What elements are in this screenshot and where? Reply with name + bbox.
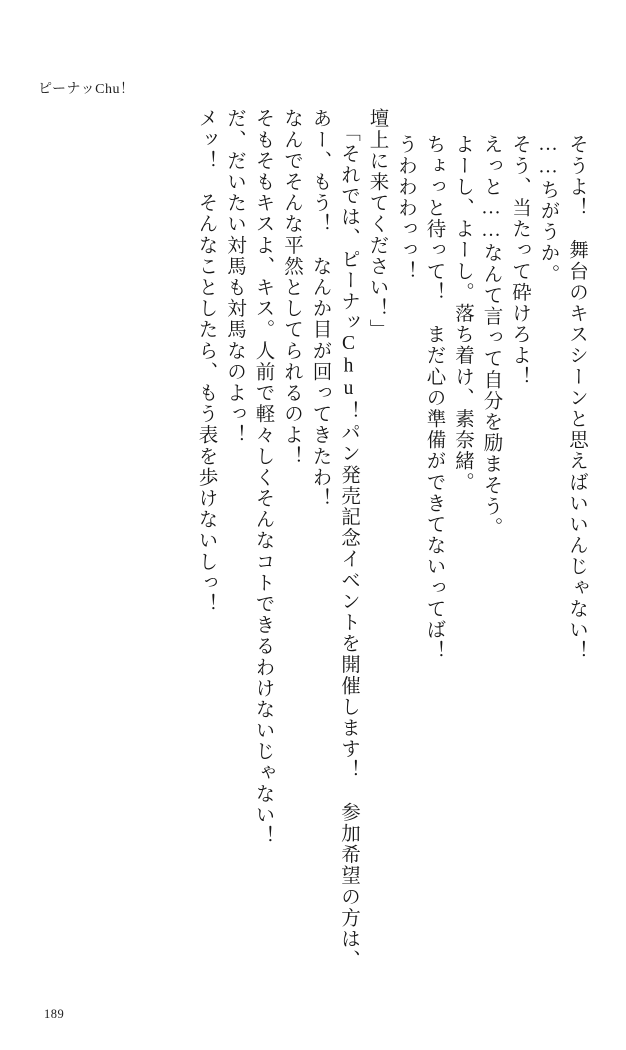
text-column: ちょっと待って！ まだ心の準備ができてないってば！: [423, 134, 445, 662]
text-column: メッ！ そんなことしたら、もう表を歩けないしっ！: [195, 108, 217, 615]
text-column: えっと……なんて言って自分を励まそう。: [480, 134, 502, 538]
text-column: うわわわっっ！: [395, 134, 416, 282]
text-column: なんでそんな平然としてられるのよ！: [281, 108, 302, 467]
text-column: 壇上に来てください！」: [366, 108, 388, 341]
vertical-text-body: [187, 108, 586, 988]
text-column: そうよ！ 舞台のキスシーンと思えばいいんじゃない！: [566, 134, 587, 662]
text-column: そもそもキスよ、キス。人前で軽々しくそんなコトできるわけないじゃない！: [252, 108, 274, 847]
text-column: 「それでは、ピーナッChu！パン発売記念イベントを開催します！ 参加希望の方は、: [338, 122, 359, 971]
text-column: だ、だいたい対馬も対馬なのよっ！: [224, 108, 245, 446]
page-number: 189: [44, 1007, 65, 1021]
text-column: よーし、よーし。落ち着け、素奈緒。: [452, 134, 473, 493]
text-column: そう、当たって砕けろよ！: [509, 134, 530, 388]
text-column: あー、もう！ なんか目が回ってきたわ！: [309, 108, 331, 509]
running-header-title: ピーナッChu！: [38, 82, 135, 97]
text-column: ……ちがうか。: [537, 134, 559, 285]
